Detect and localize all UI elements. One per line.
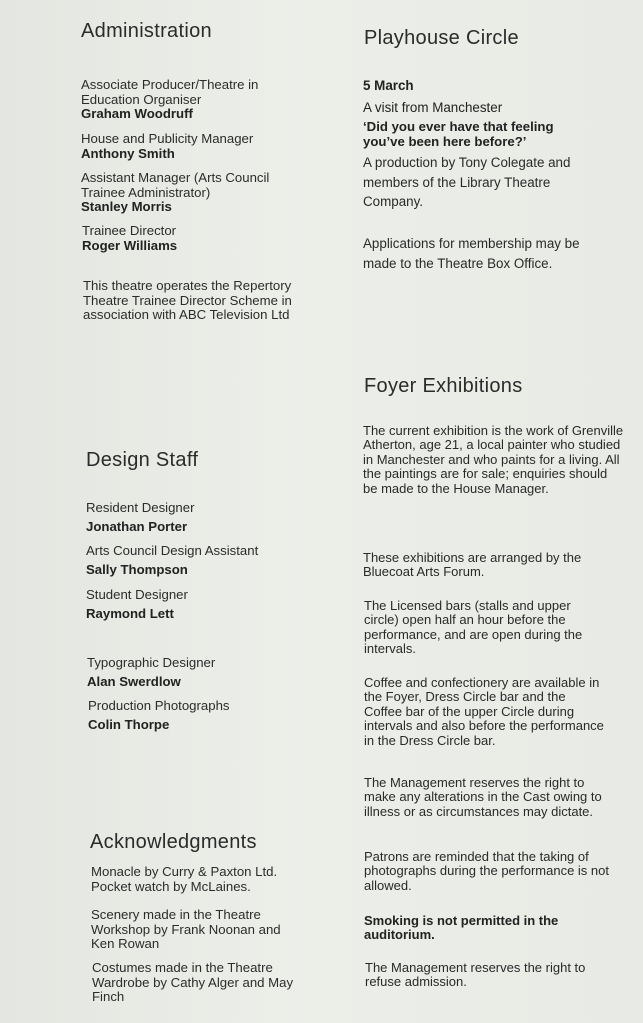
- acknowledgments-heading: Acknowledgments: [90, 831, 257, 853]
- circle-membership: Applications for membership may be made to the Theatre Box Office.: [363, 236, 580, 271]
- admin-item-assistant-manager: [81, 171, 296, 215]
- foyer-exhibitions-heading: Foyer Exhibitions: [364, 375, 523, 397]
- design-role: Typographic Designer: [87, 655, 216, 670]
- admin-role: Assistant Manager (Arts Council Trainee Administrator): [81, 170, 270, 200]
- admin-item-associate-producer: [81, 78, 311, 122]
- design-item-production-photographs: [88, 696, 318, 734]
- ack-item: Costumes made in the Theatre Wardrobe by Cathy Alger and May Finch: [92, 960, 294, 1004]
- design-name: Colin Thorpe: [88, 717, 170, 732]
- circle-date: 5 March: [363, 78, 414, 93]
- design-item-design-assistant: [86, 541, 316, 579]
- design-staff-heading: Design Staff: [86, 449, 199, 471]
- foyer-paragraph: The Management reserves the right to refuse admission.: [365, 960, 586, 990]
- admin-role: Associate Producer/Theatre in Education Organiser: [81, 77, 259, 107]
- foyer-paragraph: These exhibitions are arranged by the Bluecoat Arts Forum.: [363, 550, 582, 580]
- circle-production: A production by Tony Colegate and members of the Library Theatre Company.: [363, 155, 571, 209]
- circle-title: ‘Did you ever have that feeling you’ve been here before?’: [363, 119, 554, 149]
- circle-visit: A visit from Manchester: [363, 100, 503, 115]
- playhouse-circle-heading: Playhouse Circle: [364, 27, 519, 49]
- ack-item: Scenery made in the Theatre Workshop by Frank Noonan and Ken Rowan: [91, 907, 281, 951]
- design-name: Jonathan Porter: [86, 519, 188, 534]
- foyer-paragraph-no-smoking: Smoking is not permitted in the auditorium.: [364, 913, 559, 943]
- admin-name: Stanley Morris: [81, 199, 172, 214]
- foyer-paragraph: The current exhibition is the work of Grenville Atherton, age 21, a local painter who studied in Manchester and who paints for a living. All the paintings are for sale; enquiries should be made to the House Manager.: [363, 423, 624, 496]
- design-role: Resident Designer: [86, 500, 195, 515]
- design-name: Alan Swerdlow: [87, 674, 181, 689]
- admin-role: House and Publicity Manager: [81, 131, 254, 146]
- design-role: Arts Council Design Assistant: [86, 543, 259, 558]
- admin-name: Roger Williams: [82, 237, 178, 253]
- administration-heading: Administration: [81, 20, 212, 42]
- foyer-paragraph: The Management reserves the right to make any alterations in the Cast owing to illness or as circumstances may dictate.: [364, 775, 602, 819]
- admin-name: Graham Woodruff: [81, 106, 193, 121]
- design-name: Raymond Lett: [86, 606, 174, 621]
- admin-note: This theatre operates the Repertory Theatre Trainee Director Scheme in association with ABC Television Ltd: [83, 278, 292, 322]
- foyer-paragraph: Patrons are reminded that the taking of photographs during the performance is not allowed.: [364, 849, 609, 893]
- design-role: Student Designer: [86, 587, 188, 602]
- ack-item: Monacle by Curry & Paxton Ltd. Pocket watch by McLaines.: [91, 864, 278, 894]
- design-item-typographic-designer: [87, 653, 317, 691]
- design-name: Sally Thompson: [86, 562, 188, 577]
- foyer-paragraph: The Licensed bars (stalls and upper circle) open half an hour before the performance, and are open during the intervals.: [364, 598, 583, 657]
- admin-name: Anthony Smith: [81, 145, 175, 161]
- admin-role: Trainee Director: [82, 223, 177, 238]
- foyer-paragraph: Coffee and confectionery are available in the Foyer, Dress Circle bar and the Coffee bar of the upper Circle during intervals and also before the performance in the Dress Circle bar.: [364, 675, 604, 748]
- admin-item-trainee-director: [82, 224, 312, 253]
- admin-item-house-manager: [81, 132, 311, 161]
- design-item-student-designer: [86, 585, 316, 623]
- design-role: Production Photographs: [88, 698, 230, 713]
- design-item-resident-designer: [86, 498, 316, 536]
